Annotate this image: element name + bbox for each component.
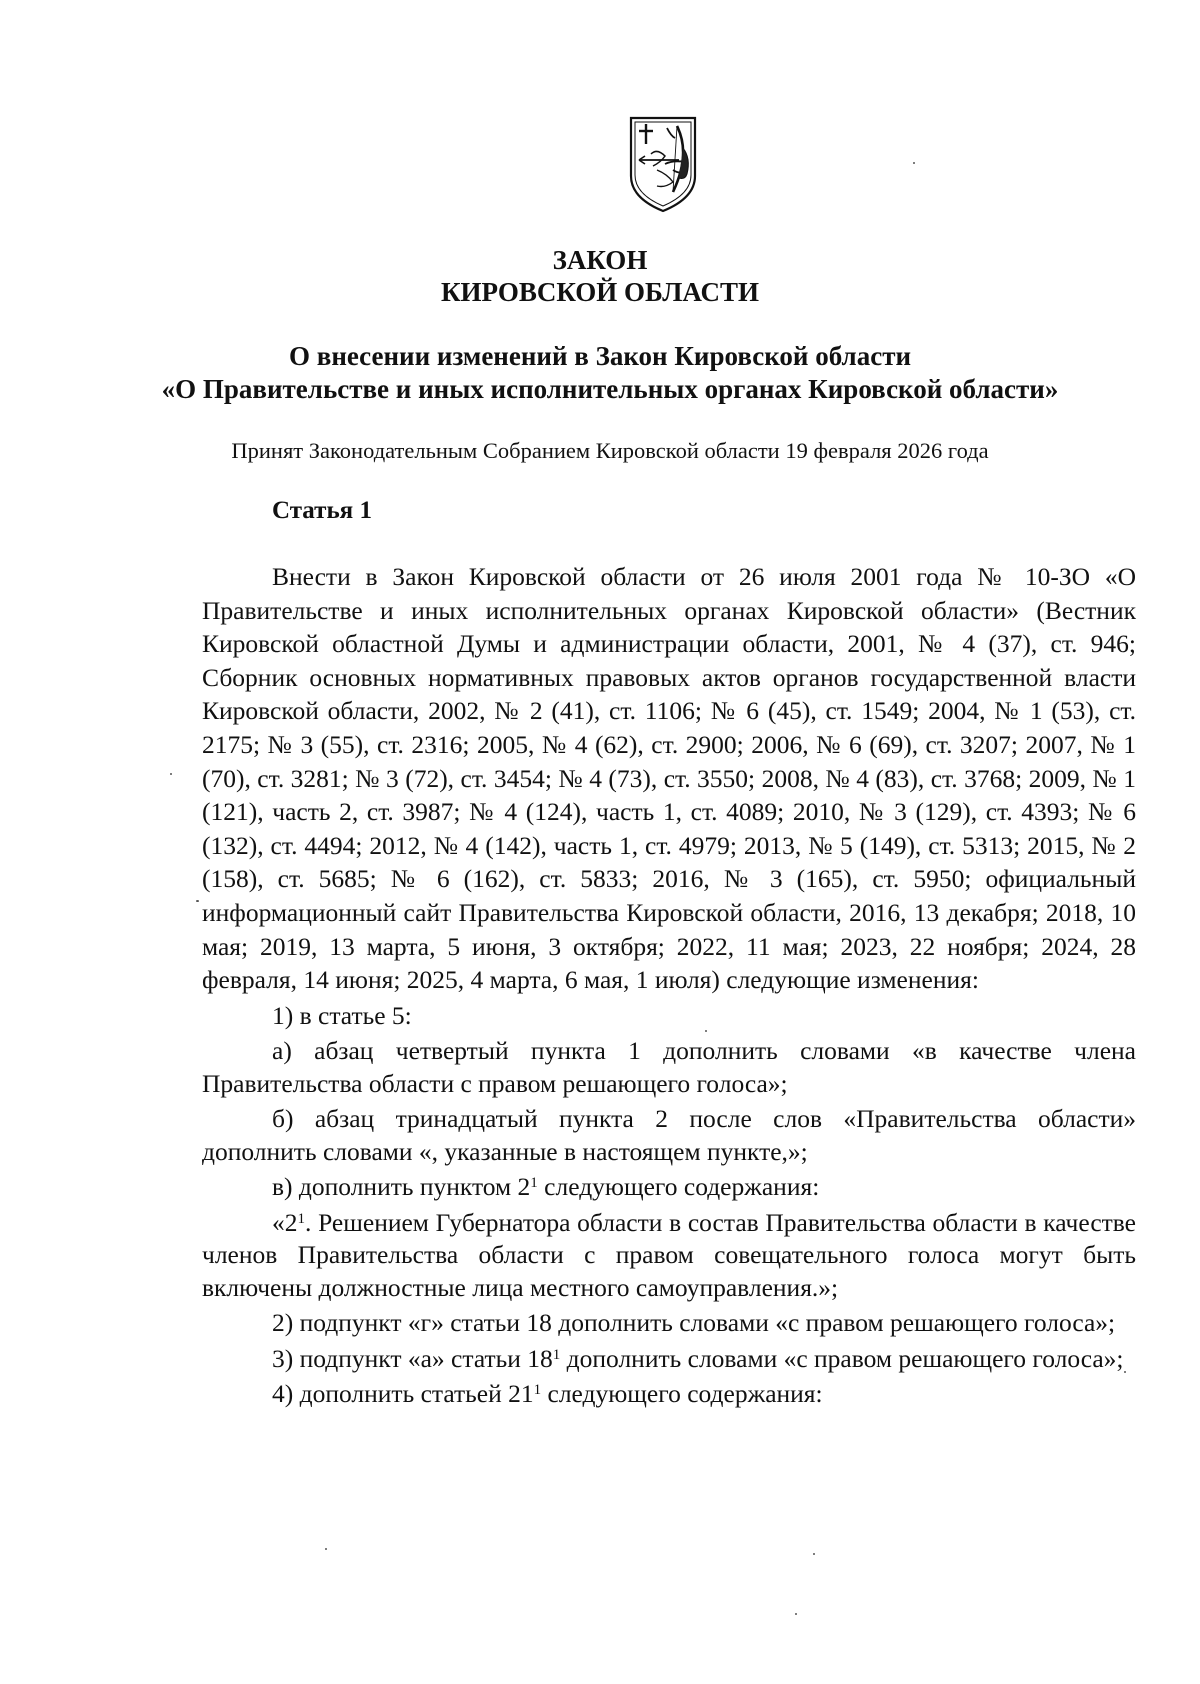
- item-4-text: 4) дополнить статьей 21: [272, 1379, 534, 1409]
- item-4-superscript: 1: [533, 1381, 542, 1398]
- article-heading: Статья 1: [272, 497, 372, 524]
- scan-speck: [170, 773, 172, 775]
- item-1v-superscript: 1: [530, 1174, 538, 1191]
- quote-superscript: 1: [297, 1210, 305, 1227]
- scan-speck: [705, 1030, 707, 1032]
- region-name: КИРОВСКОЙ ОБЛАСТИ: [440, 277, 760, 307]
- scan-speck: [813, 1553, 815, 1555]
- scan-speck: [913, 162, 915, 164]
- item-4-text-end: следующего содержания:: [541, 1379, 823, 1409]
- quote-text-start: «2: [272, 1207, 298, 1237]
- quoted-new-point: [202, 1207, 1136, 1305]
- coat-of-arms-icon: [627, 114, 699, 214]
- item-3-text: 3) подпункт «а» статьи 18: [272, 1343, 553, 1373]
- item-1v-text: в) дополнить пунктом 2: [272, 1172, 531, 1202]
- amendment-item-1: 1) в статье 5:: [272, 1000, 412, 1030]
- adoption-statement: Принят Законодательным Собранием Кировской области 19 февраля 2026 года: [231, 438, 989, 463]
- amendment-item-3: [202, 1343, 1136, 1376]
- item-1v-text-end: следующего содержания:: [537, 1172, 820, 1202]
- document-title-line-2: «О Правительстве и иных исполнительных органах Кировской области»: [161, 374, 1059, 404]
- amendment-item-1b: б) абзац тринадцатый пункта 2 после слов «Правительства области» дополнить словами «, указанные в настоящем пункте,»;: [202, 1104, 1136, 1166]
- scan-speck: [325, 1548, 327, 1550]
- scan-speck: [1124, 1371, 1126, 1373]
- document-title-line-1: О внесении изменений в Закон Кировской области: [288, 341, 912, 371]
- article-intro-paragraph: Внести в Закон Кировской области от 26 июля 2001 года № 10-ЗО «О Правительстве и иных исполнительных органах Кировской области» (Вестник Кировской областной Думы и администрации области, 2001, № 4 (37), ст. 946; Сборник основных нормативных правовых актов органов государственной власти Кировской области, 2002, № 2 (41), ст. 1106; № 6 (45), ст. 1549; 2004, № 1 (53), ст. 2175; № 3 (55), ст. 2316; 2005, № 4 (62), ст. 2900; 2006, № 6 (69), ст. 3207; 2007, № 1 (70), ст. 3281; № 3 (72), ст. 3454; № 4 (73), ст. 3550; 2008, № 4 (83), ст. 3768; 2009, № 1 (121), часть 2, ст. 3987; № 4 (124), часть 1, ст. 4089; 2010, № 3 (129), ст. 4393; № 6 (132), ст. 4494; 2012, № 4 (142), часть 1, ст. 4979; 2013, № 5 (149), ст. 5313; 2015, № 2 (158), ст. 5685; № 6 (162), ст. 5833; 2016, № 3 (165), ст. 5950; официальный информационный сайт Правительства Кировской области, 2016, 13 декабря; 2018, 10 мая; 2019, 13 марта, 5 июня, 3 октября; 2022, 11 мая; 2023, 22 ноября; 2024, 28 февраля, 14 июня; 2025, 4 марта, 6 мая, 1 июля) следующие изменения:: [202, 562, 1136, 995]
- item-3-superscript: 1: [552, 1346, 561, 1363]
- quote-text-end: . Решением Губернатора области в состав Правительства области в качестве членов Правительства области с правом совещательного голоса могут быть включены должностные лица местного самоуправления.»;: [202, 1207, 1136, 1302]
- article-body: [202, 560, 1136, 1411]
- scan-speck: [795, 1613, 797, 1615]
- amendment-item-1a: а) абзац четвертый пункта 1 дополнить словами «в качестве члена Правительства области с правом решающего голоса»;: [202, 1036, 1136, 1098]
- item-3-text-end: дополнить словами «с правом решающего голоса»;: [560, 1343, 1124, 1373]
- amendment-item-2: 2) подпункт «г» статьи 18 дополнить словами «с правом решающего голоса»;: [272, 1308, 1116, 1338]
- amendment-item-4: [202, 1378, 1136, 1411]
- scan-speck: [196, 900, 199, 902]
- amendment-item-1v: [202, 1171, 1136, 1204]
- document-type: ЗАКОН: [552, 245, 648, 275]
